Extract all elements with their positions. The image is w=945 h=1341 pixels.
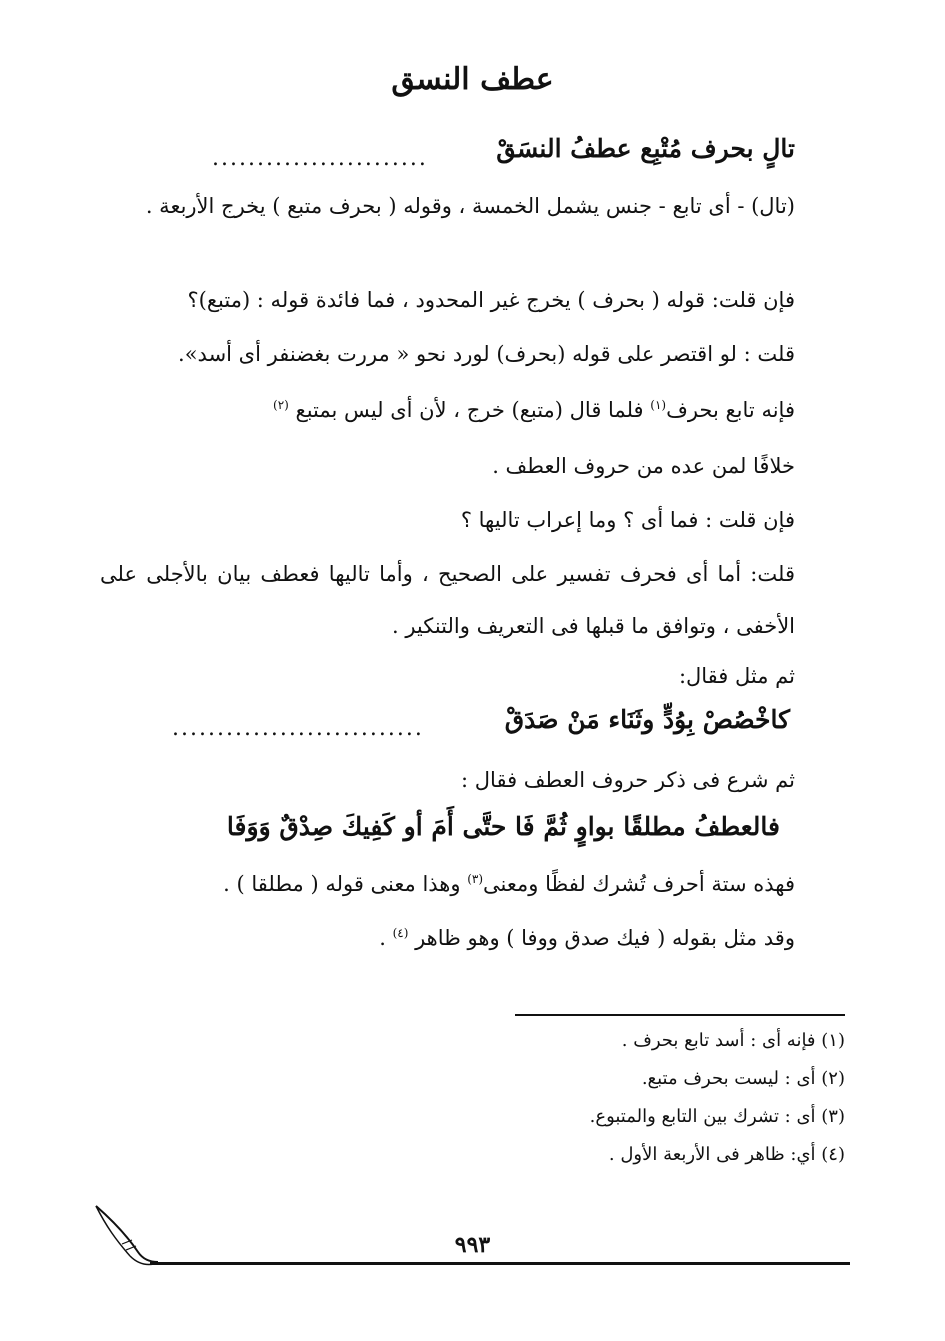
footnote-3: (٣) أى : تشرك بين التابع والمتبوع. xyxy=(589,1106,845,1127)
footnote-ref-4[interactable]: (٤) xyxy=(392,926,409,940)
verse-2: كاخْصُصْ بِوُدٍّ وثَنَاء مَنْ صَدَقْ xyxy=(504,705,790,734)
paragraph-1: (تال) - أى تابع - جنس يشمل الخمسة ، وقوله ( بحرف متبع ) يخرج الأربعة . xyxy=(145,194,795,218)
text-line-4-part-b: فلما قال (متبع) خرج ، لأن أى ليس بمتبع xyxy=(288,398,651,422)
footnote-1: (١) فإنه أى : أسد تابع بحرف . xyxy=(621,1030,845,1051)
text-line-9 xyxy=(223,872,795,897)
verse-1-dots: ........................ xyxy=(212,146,428,171)
paragraph-2: قلت: أما أى فحرف تفسير على الصحيح ، وأما تاليها فعطف بيان بالأجلى على الأخفى ، وتوافق ما قبلها فى التعريف والتنكير . xyxy=(100,562,795,638)
text-line-9-part-b: وهذا معنى قوله ( مطلقا ) . xyxy=(223,872,468,896)
text-line-4-part-a: فإنه تابع بحرف xyxy=(666,398,795,422)
footnote-ref-3[interactable]: (٣) xyxy=(467,872,484,886)
verse-2-dots: ............................ xyxy=(172,716,424,741)
text-line-10-part-a: وقد مثل بقوله ( فيك صدق ووفا ) وهو ظاهر xyxy=(408,926,795,950)
page-title: عطف النسق xyxy=(391,62,554,97)
page-number: ٩٩٣ xyxy=(454,1232,491,1258)
text-line-2: فإن قلت: قوله ( بحرف ) يخرج غير المحدود ، فما فائدة قوله : (متبع)؟ xyxy=(187,288,795,312)
footnote-ref-1[interactable]: (١) xyxy=(650,398,667,412)
footnote-4: (٤) أي: ظاهر فى الأربعة الأول . xyxy=(608,1144,845,1165)
verse-1: تالٍ بحرف مُتْبِع عطفُ النسَقْ xyxy=(496,134,795,163)
text-line-9-part-a: فهذه ستة أحرف تُشرك لفظًا ومعنى xyxy=(483,872,795,896)
verse-3: فالعطفُ مطلقًا بواوٍ ثُمَّ فَا حتَّى أَمَ أو كَفِيكَ صِدْقٌ وَوَفَا xyxy=(226,812,780,841)
footer-divider xyxy=(150,1262,850,1265)
text-line-4 xyxy=(273,398,795,423)
text-line-10 xyxy=(379,926,795,951)
text-line-3: قلت : لو اقتصر على قوله (بحرف) لورد نحو « مررت بغضنفر أى أسد». xyxy=(178,342,795,366)
text-line-5: خلافًا لمن عده من حروف العطف . xyxy=(492,454,795,478)
text-line-8: ثم شرع فى ذكر حروف العطف فقال : xyxy=(461,768,795,792)
footnote-ref-2[interactable]: (٢) xyxy=(273,398,289,412)
text-line-10-part-b: . xyxy=(379,926,393,950)
footnote-2: (٢) أى : ليست بحرف متبع. xyxy=(641,1068,845,1089)
text-line-7: ثم مثل فقال: xyxy=(678,664,795,688)
footnote-divider xyxy=(515,1014,845,1016)
text-line-6: فإن قلت : فما أى ؟ وما إعراب تاليها ؟ xyxy=(460,508,795,532)
